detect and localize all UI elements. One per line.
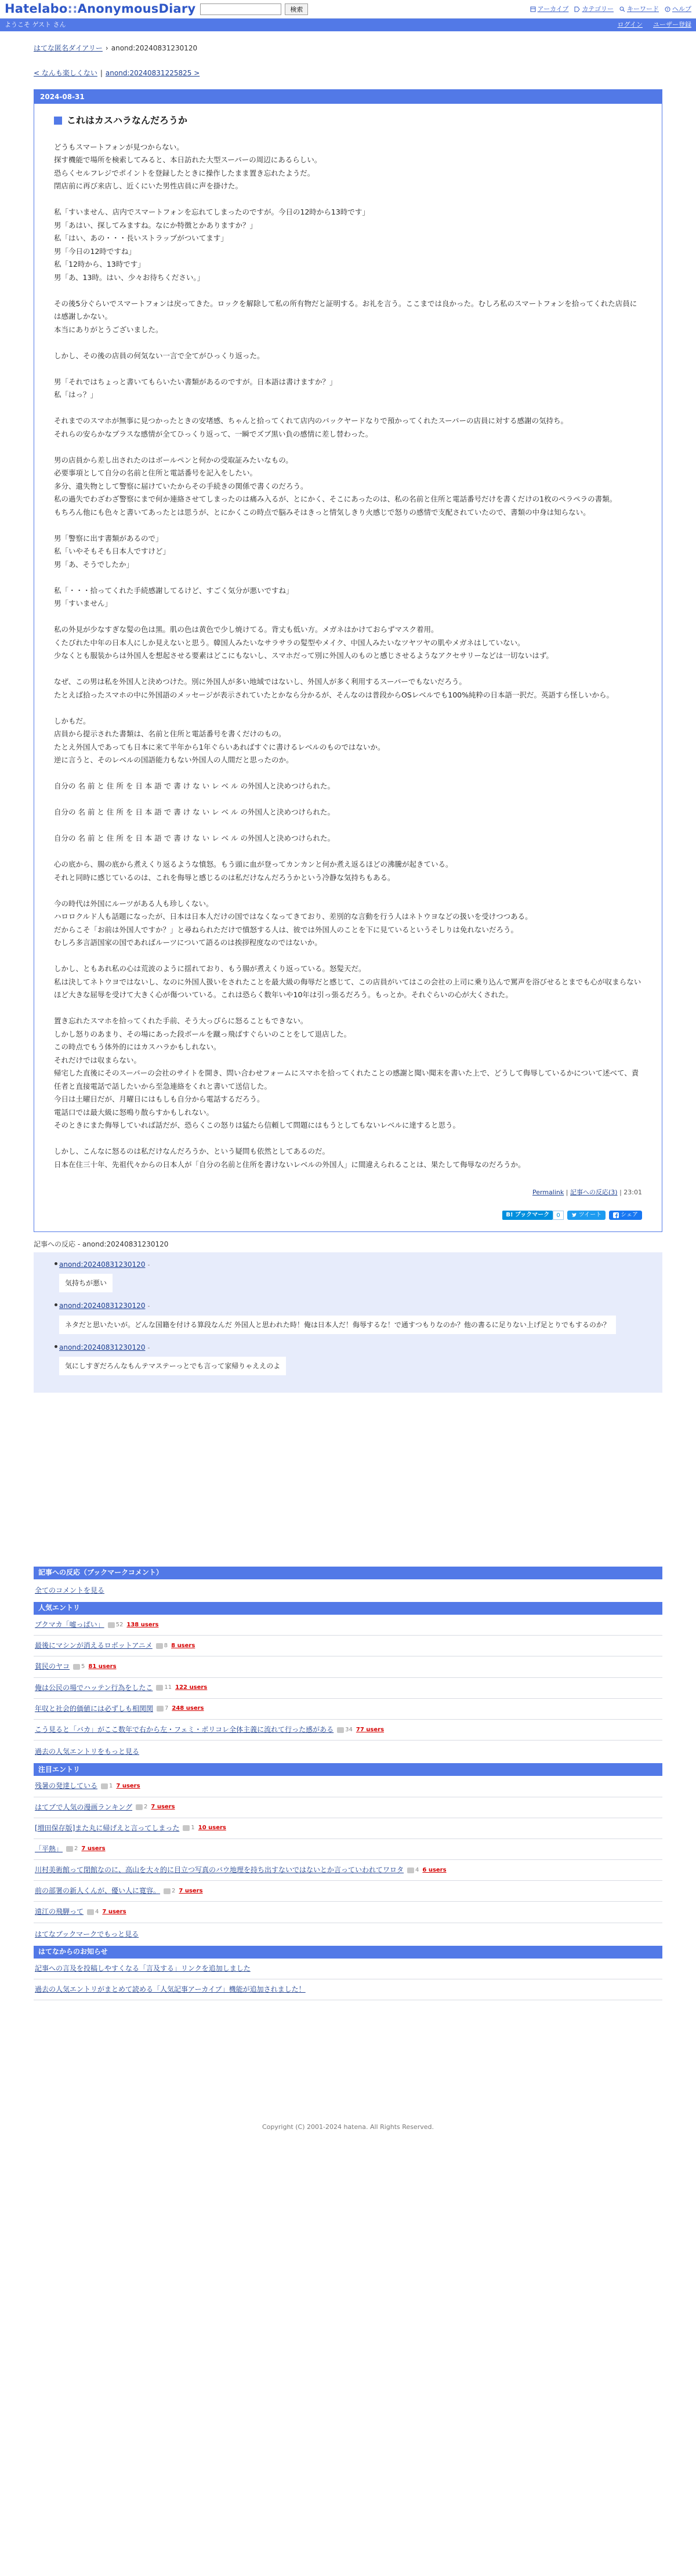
search-input[interactable] <box>200 3 281 15</box>
response-text: 気持ちが悪い <box>59 1274 113 1292</box>
paragraph-gap <box>54 441 642 454</box>
hatena-bookmark-button[interactable]: B! ブックマーク <box>502 1211 553 1220</box>
bookmark-users-link[interactable]: 7 users <box>102 1909 126 1916</box>
entry-list-link[interactable]: 遠江の飛騨って <box>35 1908 84 1916</box>
entry-paragraph: 恐らくセルフレジでポイントを登録したときに操作したまま置き忘れたようだ。 <box>54 168 315 177</box>
entry-paragraph: 置き忘れたスマホを拾ってくれた手前、そう大っぴらに怒ることもできない。 <box>54 1016 308 1026</box>
popular-more-link[interactable]: 過去の人気エントリをもっと見る <box>35 1747 140 1756</box>
entry-date: 2024-08-31 <box>34 90 662 104</box>
entry-list-item <box>34 1881 662 1902</box>
notices-header: はてなからのお知らせ <box>34 1946 662 1959</box>
comment-count[interactable]: 4 <box>407 1866 419 1875</box>
paragraph-gap <box>54 1002 642 1015</box>
entry-paragraph: それらの安らかなプラスな感情が全てひっくり返って、一瞬でズブ黒い負の感情に差し替わった。 <box>54 429 373 438</box>
bookmark-users-link[interactable]: 138 users <box>126 1621 159 1628</box>
collapse-toggle[interactable]: - <box>147 1302 150 1310</box>
comment-bubble-icon <box>157 1706 164 1712</box>
entry-paragraph: この時点でもう体外的にはカスハラかもしれない。 <box>54 1042 221 1052</box>
site-logo[interactable] <box>5 0 195 19</box>
entry-paragraph: ハロロクルド人も話題になったが、日本は日本人だけの国ではなくなってきており、差別的な言動を行う人はネトウヨなどの扱いを受けつつある。 <box>54 912 532 921</box>
entry-paragraph: 私の外見が少なすぎな髪の色は黒。肌の色は黄色で少し焼けてる。背丈も低い方。メガネはかけておらずマスク着用。 <box>54 625 438 634</box>
entry-paragraph: 男「あはい、探してみますね。なにか特徴とかありますか？」 <box>54 220 258 230</box>
breadcrumb-home[interactable]: はてな匿名ダイアリー <box>34 44 103 52</box>
notable-entries-header: 注目エントリ <box>34 1763 662 1776</box>
main-container <box>34 43 662 2132</box>
bullet-icon <box>55 1345 57 1348</box>
comment-count[interactable]: 2 <box>164 1887 175 1896</box>
paragraph-gap <box>54 611 642 624</box>
bookmark-count[interactable]: 0 <box>553 1211 563 1220</box>
entry-paragraph: 閉店前に再び来店し、近くにいた男性店員に声を掛けた。 <box>54 181 243 191</box>
archive-icon <box>530 6 536 12</box>
comment-bubble-icon <box>337 1727 344 1733</box>
popular-entries-header: 人気エントリ <box>34 1602 662 1615</box>
response-link[interactable]: anond:20240831230120 <box>59 1302 146 1310</box>
entry-paragraph: それだけでは収まらない。 <box>54 1055 142 1064</box>
comment-bubble-icon <box>183 1825 190 1831</box>
entry-list-item <box>34 1839 662 1860</box>
paragraph-gap <box>54 793 642 806</box>
entry-list-item <box>34 1860 662 1881</box>
comment-bubble-icon <box>407 1867 414 1873</box>
entry-list-link[interactable]: ブクマカ「嘘っぱい」 <box>35 1621 104 1629</box>
nav-keyword[interactable]: キーワード <box>619 4 659 14</box>
entry-paragraph: しかもだ。 <box>54 716 90 725</box>
paragraph-gap <box>54 663 642 676</box>
entry-paragraph: その後5分ぐらいでスマートフォンは戻ってきた。ロックを解除して私の所有物だと証明する。お礼を言う。ここまでは良かった。むしろ私のスマートフォンを拾ってくれた店員には感謝しかない。 <box>54 299 637 321</box>
entry-paragraph: 男の店員から差し出されたのはボールペンと何かの受取証みたいなもの。 <box>54 455 293 464</box>
paragraph-gap <box>54 519 642 532</box>
collapse-toggle[interactable]: - <box>147 1343 150 1351</box>
notice-item <box>34 1959 662 1979</box>
paragraph-gap <box>54 402 642 415</box>
logo-separator: :: <box>67 1 78 16</box>
entry-paragraph: それと同時に感じているのは、これを侮辱と感じるのは私だけなんだろうかという冷静な気持ちもある。 <box>54 873 395 882</box>
prev-entry-link[interactable]: < なんも楽しくない <box>34 69 97 78</box>
response-item <box>42 1342 654 1375</box>
entry-list-item <box>34 1720 662 1741</box>
notices-list <box>34 1959 662 2000</box>
bookmark-comments-row <box>34 1579 662 1602</box>
response-link[interactable]: anond:20240831230120 <box>59 1343 146 1351</box>
share-row <box>54 1211 642 1220</box>
entry-paragraph: たとえ外国人であっても日本に来て半年から1年ぐらいあればすぐに書けるレベルのものではないか。 <box>54 742 385 751</box>
paragraph-gap <box>54 1132 642 1146</box>
entry-list-item <box>34 1902 662 1923</box>
response-text: 気にしすぎだろんなもんテマステーっとでも言って家帰りゃええのよ <box>59 1357 286 1375</box>
entry-list-item <box>34 1636 662 1656</box>
facebook-share-button[interactable]: シェア <box>609 1211 642 1220</box>
entry-paragraph: だからこそ「お前は外国人ですか？」と尋ねられただけで憤怒する人は、彼では外国人のことを下に見ているというそしりは免れないだろう。 <box>54 925 519 934</box>
comment-count[interactable]: 1 <box>101 1782 113 1791</box>
entry-list-link[interactable]: [増田保存版]また丸に帰げえと言ってしまった <box>35 1823 180 1832</box>
entry-paragraph: 逆に言うと、そのレベルの国語能力もない外国人の人間だと思ったのか。 <box>54 755 293 765</box>
comment-count[interactable]: 8 <box>156 1641 168 1651</box>
comment-bubble-icon <box>73 1664 80 1670</box>
entry-list-link[interactable]: 「平熱」 <box>35 1844 63 1853</box>
entry-paragraph: 少なくとも服装からは外国人を想起させる要素はどこにもないし、スマホだって別に外国人のものと感じさせるようなアクセサリーなどは一切ないはず。 <box>54 651 553 660</box>
logo-sub: AnonymousDiary <box>77 1 196 16</box>
entry-paragraph: しかし、こんなに怒るのは私だけなんだろうか、という疑問も依然としてあるのだ。 <box>54 1147 330 1156</box>
entry-day <box>34 89 662 1232</box>
entry-title: これはカスハラなんだろうか <box>54 113 642 128</box>
entry-paragraph: 私「はっ？」 <box>54 390 98 399</box>
entry-list-link[interactable]: 川村美術館って閉館なのに、高山を大々的に目立つ写真のバウ地理を持ち出すないではないとか言っていわれてワロタ <box>35 1866 404 1874</box>
comment-bubble-icon <box>156 1685 163 1691</box>
notice-link[interactable]: 過去の人気エントリがまとめて読める「人気記事アーカイブ」機能が追加されました！ <box>35 1985 306 1993</box>
comment-bubble-icon <box>101 1783 108 1789</box>
entry-paragraph: 男「それではちょっと書いてもらいたい書類があるのですが。日本語は書けますか？」 <box>54 377 337 386</box>
search-button[interactable]: 検索 <box>285 3 308 15</box>
comment-bubble-icon <box>108 1622 115 1628</box>
entry-paragraph: しかし、その後の店員の何気ない一言で全てがひっくり返った。 <box>54 351 264 360</box>
bookmark-users-link[interactable]: 10 users <box>198 1825 226 1832</box>
bookmark-users-link[interactable]: 77 users <box>356 1726 385 1733</box>
nav-help[interactable]: ? ヘルプ <box>665 4 691 14</box>
comment-count[interactable]: 11 <box>156 1683 172 1692</box>
login-link[interactable]: ログイン <box>617 21 643 29</box>
entry-paragraph: 多分、遺失物として警察に届けていたからその手続きの関係で書くのだろう。 <box>54 481 308 491</box>
collapse-toggle[interactable]: - <box>147 1261 150 1269</box>
bullet-icon <box>55 1262 57 1265</box>
tweet-button[interactable]: ツイート <box>567 1211 606 1220</box>
help-icon <box>665 6 670 12</box>
entry-paragraph: 今日は土曜日だが、月曜日にはもしも自分から電話するだろう。 <box>54 1095 264 1104</box>
entry-list-item <box>34 1797 662 1818</box>
entry-paragraph: 男「警察に出す書類があるので」 <box>54 533 163 543</box>
bookmark-comments-header: 記事への反応（ブックマークコメント） <box>34 1567 662 1579</box>
entry-paragraph: 店員から提示された書類は、名前と住所と電話番号を書くだけのもの。 <box>54 729 286 739</box>
responses-link[interactable]: 記事への反応(3) <box>570 1189 618 1197</box>
responses-list <box>34 1252 662 1393</box>
response-text: ネタだと思いたいが。どんな国籍を付ける算段なんだ 外国人と思われた時！俺は日本人だ！侮辱するな！で通すつもりなのか？他の書るに足りない上げ足とりでもするのか？ <box>59 1316 616 1334</box>
paragraph-gap <box>54 767 642 780</box>
popular-more-row <box>34 1741 662 1763</box>
comment-bubble-icon <box>136 1804 143 1810</box>
entry-paragraph: 自分の 名 前 と 住 所 を 日 本 語 で 書 け な い レ ベ ル の外国人と決めつけられた。 <box>54 782 335 791</box>
entry-paragraph: 心の底から、腸の底から煮えくり返るような憤怒。もう頭に血が登ってカンカンと何か煮え返るほどの沸騰が起きている。 <box>54 860 453 869</box>
notable-more-row <box>34 1923 662 1946</box>
top-bar <box>0 0 696 19</box>
prev-next-nav: < なんも楽しくない | anond:20240831225825 > <box>34 69 200 78</box>
bookmark-users-link[interactable]: 7 users <box>116 1782 140 1789</box>
entry-paragraph: 自分の 名 前 と 住 所 を 日 本 語 で 書 け な い レ ベ ル の外国人と決めつけられた。 <box>54 834 335 843</box>
welcome-text: ようこそ ゲスト さん <box>5 21 66 29</box>
comment-bubble-icon <box>164 1888 171 1894</box>
entry-paragraph: 今の時代は外国にルーツがある人も珍しくない。 <box>54 899 213 908</box>
entry-list-item <box>34 1776 662 1797</box>
entry-paragraph: 私「・・・拾ってくれた手続感謝してるけど、すごく気分が悪いですね」 <box>54 586 293 595</box>
comment-count[interactable]: 1 <box>183 1823 194 1833</box>
entry-list-item <box>34 1656 662 1677</box>
response-item <box>42 1259 654 1292</box>
bullet-icon <box>55 1303 57 1306</box>
breadcrumb: はてな匿名ダイアリー › anond:20240831230120 <box>34 44 198 52</box>
paragraph-gap <box>54 362 642 376</box>
permalink-link[interactable]: Permalink <box>532 1189 564 1197</box>
entry-paragraph: 私「12時から、13時です」 <box>54 260 145 269</box>
comment-count[interactable]: 34 <box>337 1725 353 1735</box>
entry-list-link[interactable]: はてブで人気の漫画ランキング <box>35 1803 133 1811</box>
entry-body <box>54 141 642 1172</box>
paragraph-gap <box>54 193 642 206</box>
entry-list-link[interactable]: 俺は公民の場でハッテン行為をしたこ <box>35 1683 153 1692</box>
paragraph-gap <box>54 702 642 715</box>
notice-link[interactable]: 記事への言及を投稿しやすくなる「言及する」リンクを追加しました <box>35 1964 251 1972</box>
comment-count[interactable]: 52 <box>108 1621 124 1630</box>
category-icon <box>574 6 580 12</box>
facebook-icon <box>613 1212 619 1218</box>
paragraph-gap <box>54 845 642 859</box>
entry-paragraph: 日本在住三十年、先祖代々からの日本人が「自分の名前と住所を書けないレベルの外国人」に間違えられることは、果たして侮辱なのだろうか。 <box>54 1160 525 1169</box>
title-square-icon <box>54 117 62 125</box>
copyright: Copyright (C) 2001-2024 hatena. All Rights Reserved. <box>262 2123 434 2131</box>
paragraph-gap <box>54 336 642 350</box>
entry <box>34 104 662 1231</box>
entry-list-item <box>34 1699 662 1720</box>
entry-paragraph: しかし、ともあれ私の心は荒波のように揺れており、もう腸が煮えくり返っている。怒髪天だ。 <box>54 964 366 973</box>
entry-paragraph: 本当にありがとうございました。 <box>54 325 163 334</box>
entry-time: 23:01 <box>624 1189 642 1197</box>
entry-paragraph: 私「はい、あの・・・長いストラップがついてます」 <box>54 234 228 243</box>
entry-paragraph: 自分の 名 前 と 住 所 を 日 本 語 で 書 け な い レ ベ ル の外国人と決めつけられた。 <box>54 808 335 817</box>
entry-paragraph: 男「すいません」 <box>54 599 113 608</box>
paragraph-gap <box>54 950 642 963</box>
entry-paragraph: 男「今日の12時ですね」 <box>54 246 136 256</box>
entry-list-link[interactable]: 最後にマシンが消えるロボットアニメ <box>35 1641 153 1650</box>
comment-bubble-icon <box>87 1909 94 1915</box>
comment-count[interactable]: 5 <box>73 1662 85 1672</box>
entry-paragraph: 私「すいません、店内でスマートフォンを忘れてしまったのですが。今日の12時から13時です」 <box>54 208 369 217</box>
paragraph-gap <box>54 884 642 898</box>
spacer <box>34 1393 662 1567</box>
entry-paragraph: 私「いやそもそも日本人ですけど」 <box>54 547 171 556</box>
all-comments-link[interactable]: 全てのコメントを見る <box>35 1586 105 1594</box>
response-item <box>42 1300 654 1334</box>
response-link[interactable]: anond:20240831230120 <box>59 1260 146 1269</box>
entry-paragraph: たとえば拾ったスマホの中に外国語のメッセージが表示されていたとかなら分かるが、そんなのは普段からOSレベルでも100%純粋の日本語一択だ。英語すら怪しいから。 <box>54 690 614 699</box>
bookmark-users-link[interactable]: 7 users <box>81 1845 106 1852</box>
entry-paragraph: 電話口では最大級に怒鳴り散らすかもしれない。 <box>54 1107 214 1117</box>
entry-footer: Permalink | 記事への反応(3) | 23:01 <box>532 1189 642 1197</box>
breadcrumb-current: anond:20240831230120 <box>111 44 198 52</box>
entry-paragraph: むしろ多言語国家の国であればルーツについて語るのは挨拶程度なのではないか。 <box>54 938 322 947</box>
next-entry-link[interactable]: anond:20240831225825 > <box>105 69 200 78</box>
bookmark-users-link[interactable]: 122 users <box>175 1684 208 1691</box>
entry-paragraph: それまでのスマホが無事に見つかったときの安堵感、ちゃんと拾ってくれて店内のバックヤードなりで預かってくれたスーパーの店員に対する感謝の気持ち。 <box>54 416 568 426</box>
entry-list-link[interactable]: 前の部署の新人くんが、優い人に寛容。 <box>35 1887 161 1895</box>
entry-list-link[interactable]: こう見ると「バカ」がここ数年で右から左・フェミ・ポリコレ全体主義に流れて行った感がある <box>35 1725 334 1734</box>
entry-paragraph: 男「あ、そうでしたか」 <box>54 559 134 569</box>
comment-count[interactable]: 4 <box>87 1908 99 1917</box>
entry-paragraph: しかし怒りのあまり、その場にあった段ボールを蹴っ飛ばすぐらいのことをして退店した。 <box>54 1029 351 1038</box>
entry-paragraph: 探す機能で場所を検索してみると、本日訪れた大型スーパーの周辺にあるらしい。 <box>54 155 322 165</box>
paragraph-gap <box>54 284 642 297</box>
paragraph-gap <box>54 819 642 833</box>
bookmark-users-link[interactable]: 8 users <box>171 1642 195 1649</box>
entry-paragraph: 男「あ、13時。はい、少々お待ちください。」 <box>54 273 205 282</box>
twitter-bird-icon <box>571 1212 577 1218</box>
bookmark-users-link[interactable]: 7 users <box>179 1887 203 1894</box>
entry-paragraph: くたびれた中年の日本人にしか見えないと思う。韓国人みたいなサラサラの髪型やメイク、中国人みたいなツヤツヤの肌やメガネはしていない。 <box>54 638 525 647</box>
entry-list-link[interactable]: 年収と社会的価値には必ずしも相関関 <box>35 1704 154 1713</box>
notable-entries-list <box>34 1776 662 1923</box>
notable-more-link[interactable]: はてなブックマークでもっと見る <box>35 1930 139 1938</box>
entry-paragraph: どうもスマートフォンが見つからない。 <box>54 142 184 151</box>
top-nav <box>530 4 691 14</box>
comment-count[interactable]: 2 <box>66 1844 78 1854</box>
svg-text:?: ? <box>666 7 669 12</box>
nav-archive[interactable]: アーカイブ <box>530 4 569 14</box>
comment-count[interactable]: 2 <box>136 1803 147 1812</box>
nav-category[interactable]: カテゴリー <box>574 4 614 14</box>
welcome-bar <box>0 19 696 31</box>
comment-bubble-icon <box>66 1846 73 1852</box>
entry-list-item <box>34 1818 662 1839</box>
popular-entries-list <box>34 1615 662 1741</box>
entry-list-item <box>34 1678 662 1699</box>
entry-paragraph: そのときにまた侮辱していれば話だが、恐らくこの怒りは猛たら信頼して問題にはもうとしてもないレベルに達すると思う。 <box>54 1121 461 1130</box>
responses-title: 記事への反応 - anond:20240831230120 <box>34 1240 169 1249</box>
entry-list-link[interactable]: 貧民のヤコ <box>35 1662 70 1671</box>
notice-item <box>34 1979 662 2000</box>
bookmark-users-link[interactable]: 7 users <box>151 1804 175 1811</box>
bookmark-users-link[interactable]: 81 users <box>88 1663 117 1670</box>
entry-paragraph: 私は決してネトウヨではないし、なのに外国人扱いをされたことを最大級の侮辱だと感じて、この店員がいてはこの会社の上司に乗り込んで罵声を浴びせるとまでも心が収まらないほど大きな屈辱を受けて大きく心が傷ついている。これは恐らく数年いや10年は引っ張るだろう。もっとか。それぐらいの心が大くされた。 <box>54 977 641 1000</box>
entry-paragraph: 必要事項として自分の名前と住所と電話番号を記入をしたい。 <box>54 468 258 478</box>
bookmark-users-link[interactable]: 6 users <box>422 1866 447 1873</box>
comment-bubble-icon <box>156 1643 163 1649</box>
register-link[interactable]: ユーザー登録 <box>653 21 691 29</box>
entry-paragraph: 帰宅した直後にそのスーパーの会社のサイトを開き、問い合わせフォームにスマホを拾ってくれたことの感謝と聞い聞末を書いた上で、どうして侮辱しているかについて述べて、責任者と直接電話で話したいから至急連絡をくれと書いて送信した。 <box>54 1069 639 1091</box>
logo-main: Hatelabo <box>5 1 68 16</box>
entry-list-item <box>34 1615 662 1636</box>
paragraph-gap <box>54 571 642 584</box>
comment-count[interactable]: 7 <box>157 1704 168 1713</box>
entry-paragraph: 私の過失でわざわざ警察にまで何か連絡させてしまったのは痛み入るが、とにかく、そこにあったのは、私の名前と住所と電話番号だけを書くだけの1枚のペラペラの書類。 <box>54 495 617 504</box>
bookmark-users-link[interactable]: 248 users <box>172 1705 204 1712</box>
entry-list-link[interactable]: 残暑の発達している <box>35 1782 98 1790</box>
entry-paragraph: もちろん他にも色々と書いてあったとは思うが、とにかくこの時点で脳みそはきっと情気しきり火感じで怒りの感情で支配されていたので、書類の中身は知らない。 <box>54 507 590 517</box>
keyword-icon <box>619 6 625 12</box>
entry-paragraph: なぜ、この男は私を外国人と決めつけた。別に外国人が多い地域ではないし、外国人が多く利用するスーパーでもないだろう。 <box>54 677 466 686</box>
